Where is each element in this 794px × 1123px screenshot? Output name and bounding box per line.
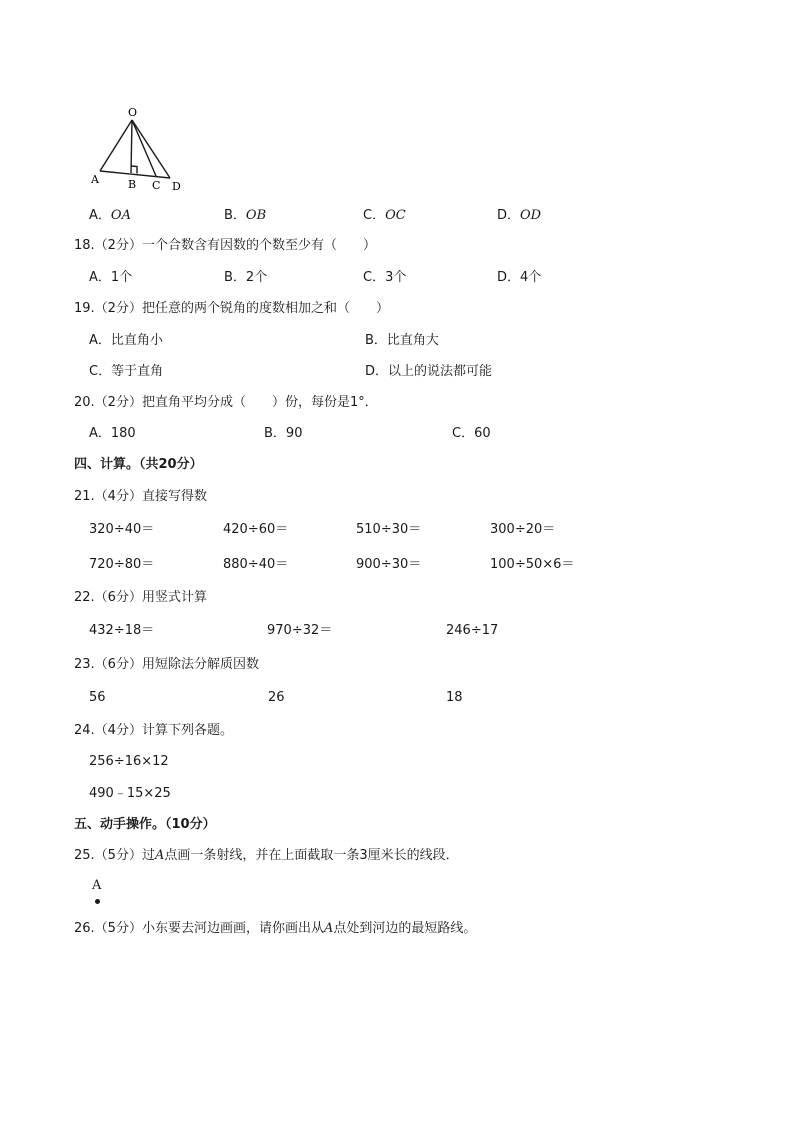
q17-option-b: B．OB xyxy=(224,208,267,223)
q19-stem: 19.（2分）把任意的两个锐角的度数相加之和（ ） xyxy=(74,301,389,316)
q24-stem: 24.（4分）计算下列各题。 xyxy=(74,723,233,738)
q19-option-b: B．比直角大 xyxy=(365,333,439,348)
q22-item: 246÷17 xyxy=(446,623,499,638)
q20-option-c: C．60 xyxy=(452,426,491,441)
q21-item: 900÷30＝ xyxy=(356,557,422,572)
base-line xyxy=(100,171,170,178)
q18-option-c: C．3个 xyxy=(363,270,407,285)
q17-option-d: D．OD xyxy=(497,208,542,223)
q23-item: 26 xyxy=(268,690,285,705)
q20-option-a: A．180 xyxy=(89,426,136,441)
q18-stem: 18.（2分）一个合数含有因数的个数至少有（ ） xyxy=(74,238,376,253)
label-d: D xyxy=(172,180,181,193)
q19-option-c: C．等于直角 xyxy=(89,364,164,379)
q17-option-c: C．OC xyxy=(363,208,406,223)
q21-item: 420÷60＝ xyxy=(223,522,289,537)
q21-item: 100÷50×6＝ xyxy=(490,557,575,572)
label-c: C xyxy=(152,179,161,192)
q22-stem: 22.（6分）用竖式计算 xyxy=(74,590,207,605)
point-a-label: A xyxy=(92,878,102,893)
point-a-dot xyxy=(95,899,100,904)
q18-option-d: D．4个 xyxy=(497,270,542,285)
segment-oa xyxy=(100,120,132,171)
q22-item: 970÷32＝ xyxy=(267,623,333,638)
label-b: B xyxy=(128,178,137,191)
right-angle-mark xyxy=(131,166,137,174)
q23-item: 18 xyxy=(446,690,463,705)
q18-option-b: B．2个 xyxy=(224,270,268,285)
section-4-title: 四、计算。（共20分） xyxy=(74,457,203,472)
q21-item: 300÷20＝ xyxy=(490,522,556,537)
q21-item: 320÷40＝ xyxy=(89,522,155,537)
section-5-title: 五、动手操作。（10分） xyxy=(74,817,216,832)
q23-item: 56 xyxy=(89,690,106,705)
q20-stem: 20.（2分）把直角平均分成（ ）份，每份是1°． xyxy=(74,395,378,410)
q21-item: 720÷80＝ xyxy=(89,557,155,572)
q17-option-a: A．OA xyxy=(89,208,131,223)
q19-option-a: A．比直角小 xyxy=(89,333,163,348)
segment-ob xyxy=(131,120,132,173)
q21-item: 880÷40＝ xyxy=(223,557,289,572)
q21-stem: 21.（4分）直接写得数 xyxy=(74,489,207,504)
q21-item: 510÷30＝ xyxy=(356,522,422,537)
q24-item: 256÷16×12 xyxy=(89,754,169,769)
triangle-figure xyxy=(88,100,198,195)
label-o: O xyxy=(128,106,138,119)
q22-item: 432÷18＝ xyxy=(89,623,155,638)
q24-item: 490﹣15×25 xyxy=(89,786,171,801)
q23-stem: 23.（6分）用短除法分解质因数 xyxy=(74,657,259,672)
q20-option-b: B．90 xyxy=(264,426,303,441)
q18-option-a: A．1个 xyxy=(89,270,133,285)
label-a: A xyxy=(91,173,99,186)
q19-option-d: D．以上的说法都可能 xyxy=(365,364,493,379)
q26-stem: 26.（5分）小东要去河边画画，请你画出从A点处到河边的最短路线。 xyxy=(74,921,477,936)
q25-stem: 25.（5分）过A点画一条射线，并在上面截取一条3厘米长的线段． xyxy=(74,848,459,863)
segment-oc xyxy=(132,120,156,176)
